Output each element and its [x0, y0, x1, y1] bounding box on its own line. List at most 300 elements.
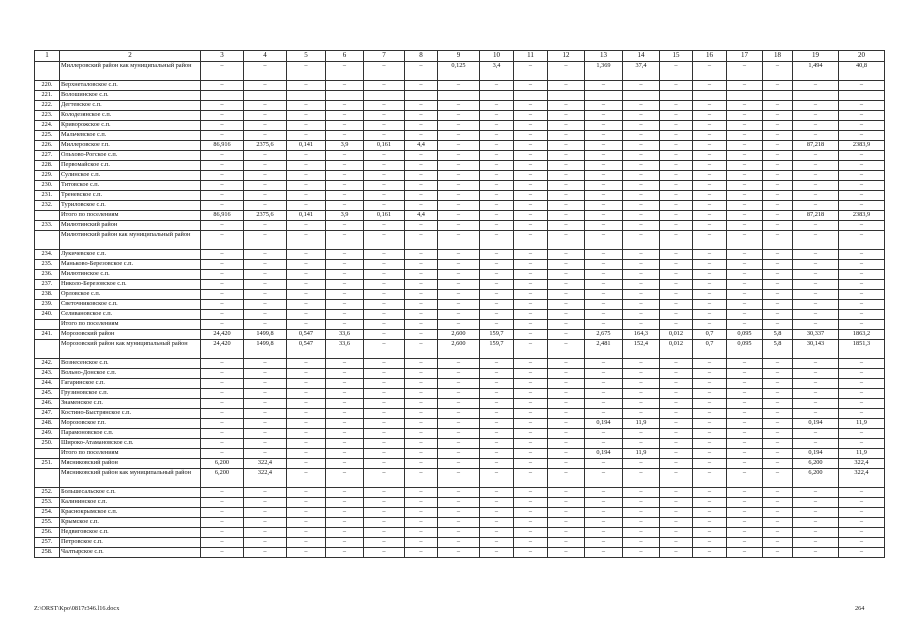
row-number: 237. — [35, 280, 60, 290]
value-cell: – — [364, 439, 405, 449]
row-number — [35, 469, 60, 488]
municipality-name: Дегтевское с.п. — [60, 101, 201, 111]
value-cell: 6,200 — [793, 469, 839, 488]
value-cell: – — [326, 111, 364, 121]
municipality-name: Титовское с.п. — [60, 181, 201, 191]
value-cell: – — [693, 101, 727, 111]
value-cell: 11,9 — [839, 419, 885, 429]
value-cell: 1863,2 — [839, 330, 885, 340]
value-cell: – — [364, 121, 405, 131]
value-cell: – — [287, 548, 326, 558]
column-header: 20 — [839, 51, 885, 62]
value-cell: – — [623, 389, 660, 399]
value-cell: – — [763, 429, 793, 439]
value-cell: – — [660, 270, 693, 280]
value-cell: – — [480, 161, 514, 171]
value-cell: – — [693, 290, 727, 300]
value-cell: – — [548, 518, 585, 528]
value-cell: – — [585, 439, 623, 449]
value-cell: – — [727, 151, 763, 161]
value-cell: – — [514, 548, 548, 558]
value-cell: – — [405, 221, 438, 231]
value-cell — [480, 91, 514, 101]
value-cell: – — [623, 280, 660, 290]
value-cell: – — [364, 131, 405, 141]
value-cell: – — [480, 538, 514, 548]
value-cell: – — [727, 280, 763, 290]
value-cell: – — [839, 498, 885, 508]
value-cell: – — [839, 161, 885, 171]
value-cell: – — [364, 191, 405, 201]
value-cell: – — [405, 409, 438, 419]
value-cell: – — [623, 469, 660, 488]
value-cell: – — [660, 221, 693, 231]
municipality-name: Селивановское с.п. — [60, 310, 201, 320]
table-row — [35, 449, 885, 459]
value-cell: – — [623, 101, 660, 111]
value-cell: – — [201, 131, 244, 141]
value-cell: – — [201, 429, 244, 439]
value-cell: – — [480, 409, 514, 419]
value-cell: – — [438, 320, 480, 330]
row-number — [35, 62, 60, 81]
value-cell: – — [244, 498, 287, 508]
municipality-name: Морозовский район — [60, 330, 201, 340]
table-body — [35, 62, 885, 558]
value-cell: 6,200 — [201, 469, 244, 488]
value-cell: – — [244, 488, 287, 498]
table-row — [35, 151, 885, 161]
value-cell: – — [438, 310, 480, 320]
value-cell: – — [405, 300, 438, 310]
value-cell: – — [438, 201, 480, 211]
value-cell: 6,200 — [793, 459, 839, 469]
value-cell: – — [548, 221, 585, 231]
value-cell: – — [244, 429, 287, 439]
value-cell: – — [287, 528, 326, 538]
municipality-name: Верхнеталовское с.п. — [60, 81, 201, 91]
value-cell: – — [405, 469, 438, 488]
table-header-row — [35, 51, 885, 62]
value-cell: – — [405, 320, 438, 330]
value-cell: – — [287, 310, 326, 320]
value-cell: – — [548, 121, 585, 131]
value-cell: – — [201, 181, 244, 191]
value-cell: – — [244, 290, 287, 300]
value-cell: – — [287, 121, 326, 131]
value-cell: – — [244, 389, 287, 399]
value-cell: – — [585, 131, 623, 141]
value-cell: – — [839, 231, 885, 250]
value-cell: – — [585, 211, 623, 221]
value-cell: – — [244, 310, 287, 320]
value-cell: – — [839, 181, 885, 191]
municipality-name: Маньково-Березовское с.п. — [60, 260, 201, 270]
value-cell: 30,143 — [793, 340, 839, 359]
value-cell: – — [514, 419, 548, 429]
value-cell: – — [727, 359, 763, 369]
value-cell: – — [514, 101, 548, 111]
value-cell: 0,012 — [660, 340, 693, 359]
value-cell: 1851,3 — [839, 340, 885, 359]
value-cell: – — [326, 518, 364, 528]
value-cell: – — [548, 399, 585, 409]
value-cell: – — [693, 409, 727, 419]
value-cell: – — [727, 62, 763, 81]
value-cell: – — [693, 548, 727, 558]
value-cell: – — [693, 62, 727, 81]
value-cell: – — [660, 231, 693, 250]
value-cell: – — [514, 330, 548, 340]
value-cell: – — [693, 379, 727, 389]
value-cell: – — [585, 260, 623, 270]
row-number — [35, 320, 60, 330]
row-number: 243. — [35, 369, 60, 379]
value-cell: – — [514, 270, 548, 280]
value-cell: – — [201, 419, 244, 429]
value-cell: – — [514, 409, 548, 419]
value-cell: – — [623, 260, 660, 270]
value-cell: – — [763, 399, 793, 409]
value-cell: – — [693, 528, 727, 538]
value-cell: – — [585, 221, 623, 231]
value-cell: – — [839, 389, 885, 399]
value-cell: – — [693, 419, 727, 429]
value-cell: – — [405, 518, 438, 528]
table-row — [35, 81, 885, 91]
value-cell: – — [727, 201, 763, 211]
table-row — [35, 429, 885, 439]
municipality-name: Милютинское с.п. — [60, 270, 201, 280]
value-cell: – — [326, 181, 364, 191]
value-cell: 37,4 — [623, 62, 660, 81]
value-cell: – — [201, 151, 244, 161]
value-cell: – — [660, 171, 693, 181]
value-cell: – — [364, 488, 405, 498]
row-number: 221. — [35, 91, 60, 101]
municipality-name: Милютинский район — [60, 221, 201, 231]
value-cell: – — [438, 409, 480, 419]
value-cell: – — [793, 488, 839, 498]
value-cell — [839, 91, 885, 101]
value-cell: – — [548, 439, 585, 449]
value-cell — [514, 91, 548, 101]
value-cell: – — [585, 161, 623, 171]
value-cell: – — [793, 250, 839, 260]
value-cell: – — [287, 260, 326, 270]
value-cell: – — [405, 131, 438, 141]
value-cell: – — [405, 399, 438, 409]
value-cell: – — [405, 101, 438, 111]
value-cell: – — [793, 429, 839, 439]
value-cell: – — [326, 131, 364, 141]
value-cell: – — [438, 121, 480, 131]
value-cell: – — [364, 330, 405, 340]
value-cell: – — [244, 518, 287, 528]
table-row — [35, 171, 885, 181]
value-cell: – — [405, 379, 438, 389]
value-cell: – — [438, 270, 480, 280]
value-cell: – — [287, 101, 326, 111]
value-cell: – — [201, 548, 244, 558]
value-cell: – — [839, 131, 885, 141]
value-cell: – — [514, 81, 548, 91]
value-cell: – — [839, 320, 885, 330]
value-cell: – — [660, 389, 693, 399]
value-cell: – — [326, 498, 364, 508]
value-cell: – — [326, 62, 364, 81]
value-cell: – — [585, 320, 623, 330]
value-cell: – — [693, 280, 727, 290]
value-cell: – — [763, 310, 793, 320]
value-cell: – — [727, 548, 763, 558]
value-cell: – — [201, 280, 244, 290]
value-cell: – — [585, 290, 623, 300]
value-cell: – — [727, 399, 763, 409]
value-cell: – — [364, 151, 405, 161]
table-row — [35, 488, 885, 498]
value-cell: 0,547 — [287, 340, 326, 359]
value-cell: – — [438, 369, 480, 379]
value-cell: – — [326, 270, 364, 280]
value-cell: – — [693, 498, 727, 508]
value-cell: – — [727, 191, 763, 201]
value-cell: – — [548, 131, 585, 141]
value-cell: – — [548, 508, 585, 518]
municipality-name: Широко-Атамановское с.п. — [60, 439, 201, 449]
value-cell: 0,194 — [585, 419, 623, 429]
value-cell: – — [405, 548, 438, 558]
value-cell: – — [438, 399, 480, 409]
value-cell: – — [839, 310, 885, 320]
value-cell: – — [585, 191, 623, 201]
value-cell: – — [623, 320, 660, 330]
value-cell: – — [623, 488, 660, 498]
municipality-name: Вольно-Донское с.п. — [60, 369, 201, 379]
value-cell: – — [548, 161, 585, 171]
value-cell: – — [839, 191, 885, 201]
value-cell: – — [326, 528, 364, 538]
value-cell: – — [244, 439, 287, 449]
value-cell: – — [660, 300, 693, 310]
value-cell: – — [548, 181, 585, 191]
value-cell: – — [623, 151, 660, 161]
municipality-name: Парамоновское с.п. — [60, 429, 201, 439]
value-cell: – — [548, 101, 585, 111]
municipality-name: Мясниковский район как муниципальный район — [60, 469, 201, 488]
value-cell: – — [244, 131, 287, 141]
value-cell: – — [287, 151, 326, 161]
value-cell: – — [514, 379, 548, 389]
row-number: 229. — [35, 171, 60, 181]
value-cell: 5,8 — [763, 330, 793, 340]
value-cell: – — [793, 498, 839, 508]
value-cell: – — [326, 399, 364, 409]
municipality-name: Петровское с.п. — [60, 538, 201, 548]
value-cell: – — [244, 548, 287, 558]
value-cell: – — [693, 201, 727, 211]
value-cell: – — [244, 508, 287, 518]
value-cell: 87,218 — [793, 211, 839, 221]
value-cell: – — [660, 81, 693, 91]
value-cell: – — [763, 488, 793, 498]
value-cell: – — [693, 320, 727, 330]
value-cell: – — [438, 389, 480, 399]
value-cell: – — [480, 201, 514, 211]
value-cell: – — [201, 201, 244, 211]
value-cell: – — [839, 290, 885, 300]
value-cell: – — [438, 211, 480, 221]
value-cell: – — [585, 548, 623, 558]
value-cell: – — [693, 121, 727, 131]
value-cell — [326, 91, 364, 101]
value-cell: – — [326, 538, 364, 548]
value-cell: – — [201, 81, 244, 91]
value-cell: – — [763, 409, 793, 419]
value-cell: – — [287, 171, 326, 181]
value-cell — [287, 91, 326, 101]
value-cell: – — [438, 300, 480, 310]
row-number: 230. — [35, 181, 60, 191]
value-cell: – — [364, 429, 405, 439]
value-cell: – — [438, 290, 480, 300]
value-cell: – — [326, 161, 364, 171]
value-cell: – — [839, 221, 885, 231]
value-cell: – — [548, 409, 585, 419]
value-cell: – — [660, 439, 693, 449]
table-row — [35, 131, 885, 141]
value-cell: – — [660, 151, 693, 161]
value-cell: – — [326, 290, 364, 300]
value-cell: – — [763, 151, 793, 161]
value-cell: – — [326, 151, 364, 161]
table-row — [35, 518, 885, 528]
value-cell: 322,4 — [839, 469, 885, 488]
value-cell: – — [287, 221, 326, 231]
value-cell: – — [660, 290, 693, 300]
value-cell: – — [793, 270, 839, 280]
value-cell: – — [623, 359, 660, 369]
value-cell: 2,600 — [438, 340, 480, 359]
value-cell: – — [585, 171, 623, 181]
value-cell: – — [364, 320, 405, 330]
value-cell: – — [693, 171, 727, 181]
column-header: 8 — [405, 51, 438, 62]
value-cell: – — [548, 201, 585, 211]
value-cell: – — [480, 221, 514, 231]
value-cell: – — [727, 518, 763, 528]
value-cell: – — [201, 231, 244, 250]
value-cell: – — [480, 449, 514, 459]
value-cell: 86,916 — [201, 141, 244, 151]
value-cell: – — [793, 81, 839, 91]
value-cell: – — [201, 449, 244, 459]
value-cell: – — [548, 320, 585, 330]
value-cell: – — [514, 231, 548, 250]
value-cell: – — [585, 201, 623, 211]
value-cell: – — [287, 498, 326, 508]
value-cell: – — [364, 250, 405, 260]
value-cell: – — [548, 498, 585, 508]
value-cell: – — [793, 389, 839, 399]
value-cell: – — [623, 141, 660, 151]
value-cell: – — [326, 389, 364, 399]
value-cell: – — [585, 399, 623, 409]
value-cell: 24,420 — [201, 330, 244, 340]
value-cell: – — [548, 548, 585, 558]
value-cell: – — [660, 260, 693, 270]
value-cell: – — [585, 111, 623, 121]
value-cell: – — [201, 121, 244, 131]
value-cell: – — [585, 310, 623, 320]
value-cell: – — [244, 369, 287, 379]
value-cell: – — [514, 250, 548, 260]
value-cell: – — [693, 439, 727, 449]
value-cell: – — [514, 181, 548, 191]
municipality-name: Вознесенское с.п. — [60, 359, 201, 369]
value-cell: – — [438, 131, 480, 141]
value-cell: – — [201, 439, 244, 449]
value-cell: 1,369 — [585, 62, 623, 81]
value-cell: – — [287, 161, 326, 171]
value-cell: – — [326, 429, 364, 439]
value-cell: – — [480, 270, 514, 280]
table-row — [35, 389, 885, 399]
value-cell: 11,9 — [623, 419, 660, 429]
value-cell: – — [287, 62, 326, 81]
value-cell: – — [201, 359, 244, 369]
value-cell: – — [514, 211, 548, 221]
value-cell: – — [244, 171, 287, 181]
value-cell: – — [480, 369, 514, 379]
value-cell: – — [326, 449, 364, 459]
data-table — [34, 50, 885, 558]
table-row — [35, 101, 885, 111]
value-cell: – — [438, 548, 480, 558]
value-cell: – — [839, 369, 885, 379]
value-cell: – — [405, 81, 438, 91]
value-cell: – — [693, 389, 727, 399]
value-cell: – — [763, 131, 793, 141]
value-cell: – — [405, 181, 438, 191]
value-cell: – — [727, 409, 763, 419]
row-number: 235. — [35, 260, 60, 270]
value-cell: – — [364, 270, 405, 280]
value-cell: – — [480, 518, 514, 528]
row-number: 226. — [35, 141, 60, 151]
value-cell: – — [793, 300, 839, 310]
municipality-name: Морозовский район как муниципальный район — [60, 340, 201, 359]
value-cell: – — [693, 231, 727, 250]
value-cell: – — [693, 488, 727, 498]
value-cell: – — [793, 191, 839, 201]
column-header: 6 — [326, 51, 364, 62]
value-cell: – — [727, 449, 763, 459]
value-cell: – — [548, 290, 585, 300]
value-cell: – — [201, 538, 244, 548]
table-row — [35, 211, 885, 221]
value-cell: – — [727, 389, 763, 399]
value-cell: – — [480, 379, 514, 389]
table-row — [35, 161, 885, 171]
value-cell: – — [660, 181, 693, 191]
value-cell: – — [839, 399, 885, 409]
value-cell: – — [514, 528, 548, 538]
value-cell: – — [693, 191, 727, 201]
value-cell: – — [287, 181, 326, 191]
value-cell — [548, 91, 585, 101]
value-cell: – — [693, 270, 727, 280]
